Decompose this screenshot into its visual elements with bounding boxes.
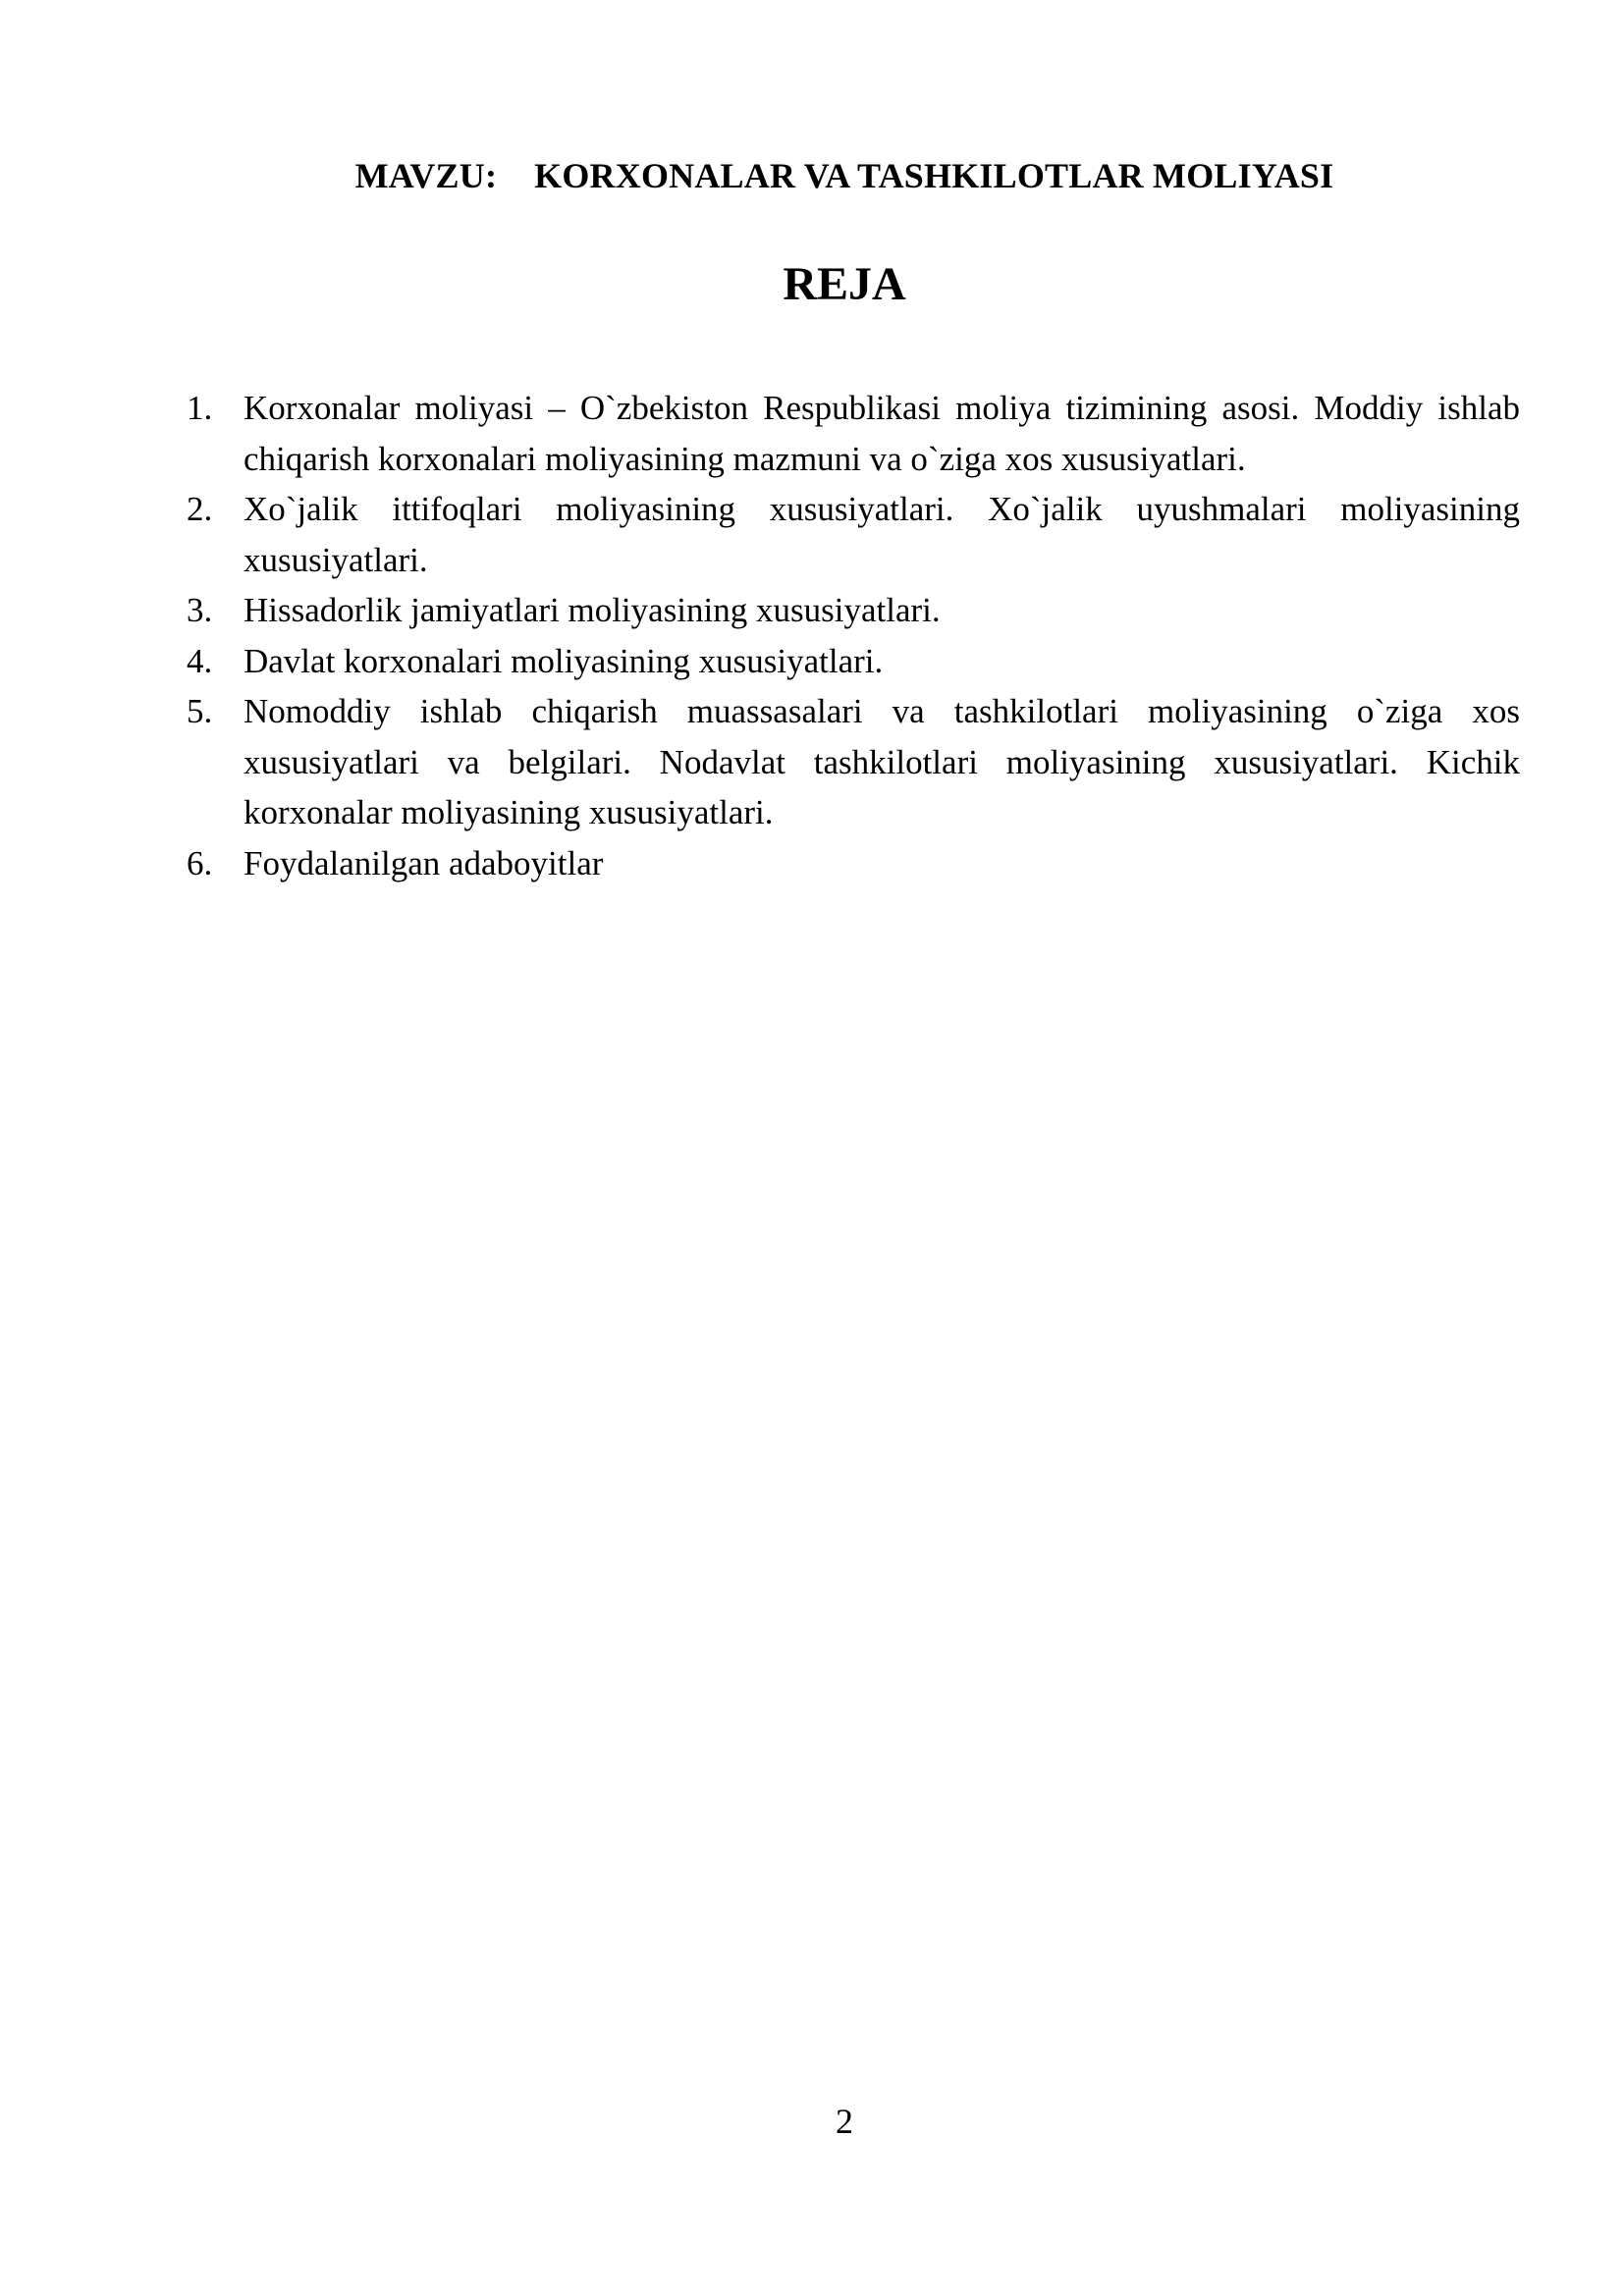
plan-item-number: 1. bbox=[187, 389, 213, 427]
plan-item-text: Hissadorlik jamiyatlari moliyasining xususiyatlari. bbox=[244, 591, 941, 629]
plan-item bbox=[187, 484, 1520, 585]
plan-item-text: Nomoddiy ishlab chiqarish muassasalari va tashkilotlari moliyasining o`ziga xos xususiyatlari va belgilari. Nodavlat tashkilotlari moliyasining xususiyatlari. Kichik korxonalar moliyasining xususiyatlari. bbox=[244, 692, 1520, 831]
plan-item-text: Davlat korxonalari moliyasining xususiyatlari. bbox=[244, 641, 884, 680]
plan-item-number: 3. bbox=[187, 591, 213, 629]
subject-label: MAVZU: bbox=[354, 156, 498, 195]
plan-item bbox=[187, 383, 1520, 484]
subject-title: KORXONALAR VA TASHKILOTLAR MOLIYASI bbox=[534, 156, 1334, 195]
plan-item bbox=[187, 636, 1520, 687]
plan-item-text: Xo`jalik ittifoqlari moliyasining xususiyatlari. Xo`jalik uyushmalari moliyasining xususiyatlari. bbox=[244, 490, 1520, 579]
subject-heading bbox=[0, 155, 1624, 196]
plan-item-number: 2. bbox=[187, 490, 213, 528]
plan-item bbox=[187, 585, 1520, 636]
plan-list bbox=[187, 383, 1520, 888]
plan-item-number: 4. bbox=[187, 641, 213, 680]
plan-item bbox=[187, 686, 1520, 838]
plan-item bbox=[187, 838, 1520, 889]
plan-item-number: 5. bbox=[187, 692, 213, 730]
plan-item-number: 6. bbox=[187, 843, 213, 882]
plan-item-text: Foydalanilgan adaboyitlar bbox=[244, 843, 604, 882]
plan-item-text: Korxonalar moliyasi – O`zbekiston Respublikasi moliya tizimining asosi. Moddiy ishlab chiqarish korxonalari moliyasining mazmuni va o`ziga xos xususiyatlari. bbox=[244, 389, 1520, 478]
page-number: 2 bbox=[836, 2102, 853, 2141]
plan-title: REJA bbox=[783, 258, 906, 310]
